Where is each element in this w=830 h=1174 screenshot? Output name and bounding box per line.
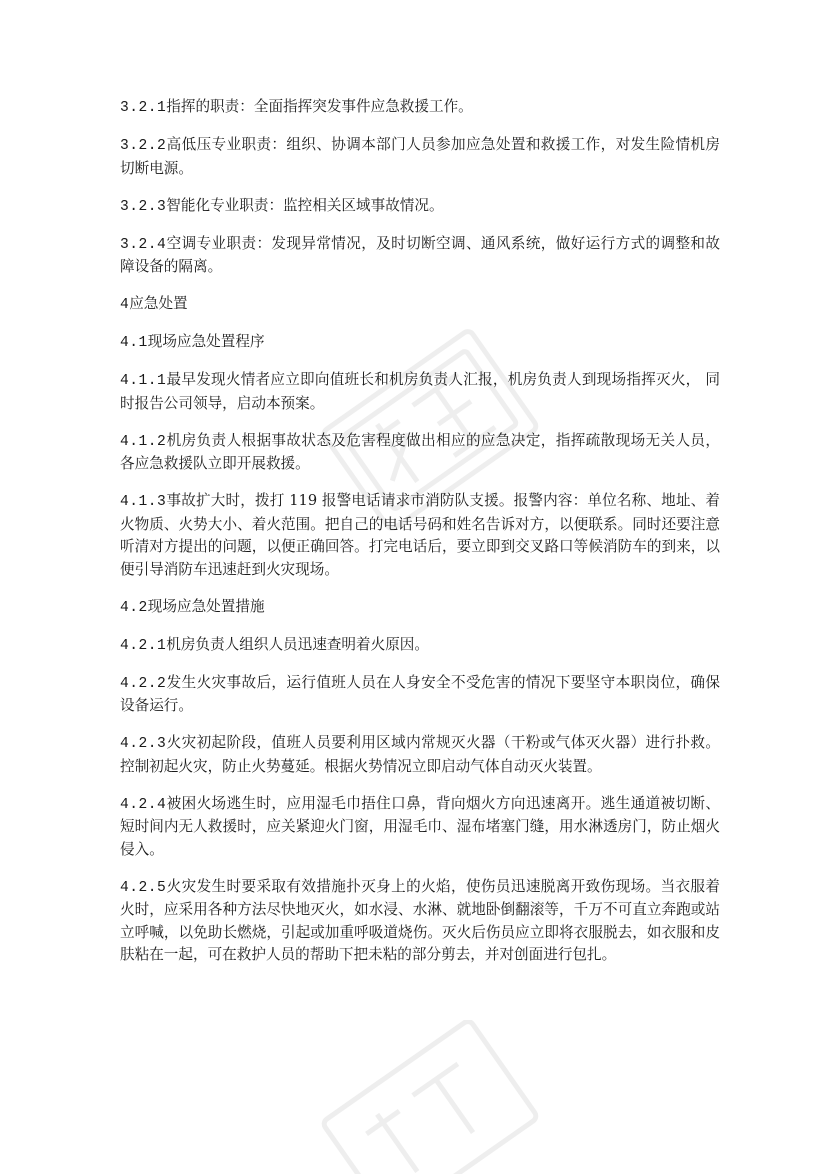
- section-number: 3.2.2: [120, 138, 167, 154]
- heading-text: 现场应急处置措施: [147, 597, 265, 615]
- paragraph-text: 最早发现火情者应立即向值班长和机房负责人汇报，机房负责人到现场指挥灭火， 同时报告公司领导，启动本预案。: [120, 371, 720, 412]
- watermark-seal-icon: [300, 1020, 560, 1174]
- section-number: 4.1.2: [120, 433, 167, 450]
- paragraph-3-2-3: [120, 195, 720, 219]
- heading-text: 现场应急处置程序: [147, 333, 265, 350]
- paragraph-4-2-2: [120, 672, 720, 718]
- section-number: 4.1: [120, 335, 148, 351]
- section-number: 4.2: [120, 599, 148, 616]
- section-number: 4.1.3: [120, 494, 167, 510]
- paragraph-text: 机房负责人根据事故状态及危害程度做出相应的应急决定，指挥疏散现场无关人员，各应急救援队立即开展救援。: [120, 431, 720, 472]
- heading-text: 应急处置: [129, 295, 188, 312]
- paragraph-text: 火灾发生时要采取有效措施扑灭身上的火焰，使伤员迅速脱离开致伤现场。当衣服着火时，应采用各种方法尽快地灭火，如水浸、水淋、就地卧倒翻滚等，千万不可直立奔跑或站立呼喊，以免助长燃烧，引起或加重呼吸道烧伤。灭火后伤员应立即将衣服脱去，如衣服和皮肤粘在一起，可在救护人员的帮助下把未粘的部分剪去，并对创面进行包扎。: [120, 877, 720, 963]
- paragraph-text: 事故扩大时，拨打 119 报警电话请求市消防队支援。报警内容：单位名称、地址、着火物质、火势大小、着火范围。把自己的电话号码和姓名告诉对方，以便联系。同时还要注意听清对方提出的问题，以便正确回答。打完电话后，要立即到交叉路口等候消防车的到来，以便引导消防车迅速赶到火灾现场。: [120, 492, 720, 578]
- paragraph-text: 发生火灾事故后，运行值班人员在人身安全不受危害的情况下要坚守本职岗位，确保设备运行。: [120, 673, 720, 714]
- heading-4-1: [120, 331, 720, 355]
- paragraph-4-2-4: [120, 793, 720, 862]
- paragraph-4-2-5: [120, 876, 720, 967]
- paragraph-4-1-1: [120, 369, 720, 415]
- paragraph-text: 指挥的职责：全面指挥突发事件应急救援工作。: [166, 98, 473, 115]
- paragraph-3-2-4: [120, 233, 720, 279]
- paragraph-4-2-1: [120, 634, 720, 658]
- section-number: 3.2.1: [120, 100, 167, 116]
- section-number: 4.2.1: [120, 637, 167, 654]
- section-number: 4.2.5: [120, 879, 167, 896]
- paragraph-text: 火灾初起阶段，值班人员要利用区域内常规灭火器（干粉或气体灭火器）进行扑救。控制初起火灾，防止火势蔓延。根据火势情况立即启动气体自动灭火装置。: [120, 734, 720, 775]
- paragraph-3-2-2: [120, 134, 720, 180]
- heading-4: [120, 293, 720, 317]
- paragraph-text: 被困火场逃生时，应用湿毛巾捂住口鼻，背向烟火方向迅速离开。逃生通道被切断、短时间内无人救援时，应关紧迎火门窗，用湿毛巾、湿布堵塞门缝，用水淋透房门，防止烟火侵入。: [120, 794, 720, 858]
- section-number: 4: [120, 297, 130, 313]
- section-number: 4.2.3: [120, 736, 167, 752]
- paragraph-4-1-3: [120, 490, 720, 581]
- paragraph-3-2-1: [120, 96, 720, 120]
- paragraph-text: 高低压专业职责：组织、协调本部门人员参加应急处置和救援工作，对发生险情机房切断电源。: [120, 136, 720, 177]
- paragraph-4-2-3: [120, 732, 720, 778]
- paragraph-text: 机房负责人组织人员迅速查明着火原因。: [166, 635, 429, 653]
- paragraph-text: 空调专业职责：发现异常情况，及时切断空调、通风系统，做好运行方式的调整和故障设备的隔离。: [120, 234, 720, 275]
- section-number: 4.2.2: [120, 675, 167, 692]
- heading-4-2: [120, 596, 720, 620]
- section-number: 3.2.4: [120, 236, 167, 253]
- paragraph-4-1-2: [120, 430, 720, 476]
- paragraph-text: 智能化专业职责：监控相关区域事故情况。: [166, 196, 444, 214]
- section-number: 4.1.1: [120, 373, 167, 389]
- section-number: 4.2.4: [120, 796, 167, 813]
- document-body: [120, 96, 720, 981]
- section-number: 3.2.3: [120, 198, 167, 215]
